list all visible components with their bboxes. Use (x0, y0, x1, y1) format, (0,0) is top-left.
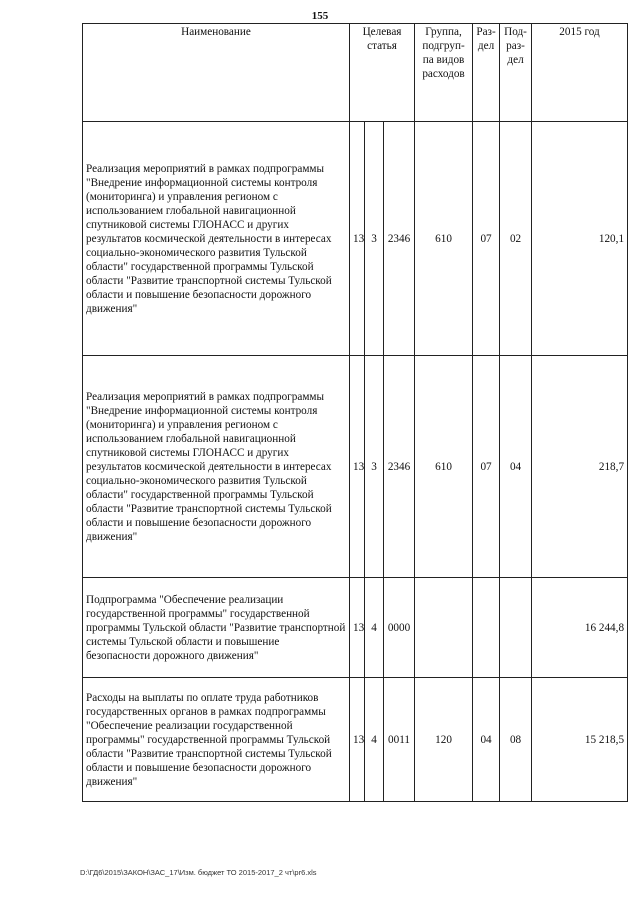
row-name: Реализация мероприятий в рамках подпрограммы "Внедрение информационной системы контроля (мониторинга) и управления регионом с использованием глобальной навигационной спутниковой системы ГЛОНАСС и других результатов космической деятельности в интересах социально-экономического развития Тульской области" государственной программы Тульской области "Развитие транспортной системы Тульской области и повышение безопасности дорожного движения" (83, 122, 350, 356)
row-name: Подпрограмма "Обеспечение реализации государственной программы" государственной программы Тульской области "Развитие транспортной системы Тульской области и повышение безопасности дорожного движения" (83, 578, 350, 678)
target-code-1: 13 (350, 356, 365, 578)
target-code-3: 0000 (384, 578, 415, 678)
target-code-1: 13 (350, 578, 365, 678)
header-subsection: Под-раз-дел (500, 24, 532, 122)
section-cell (473, 578, 500, 678)
amount-cell: 120,1 (532, 122, 628, 356)
header-year: 2015 год (532, 24, 628, 122)
section-cell: 07 (473, 356, 500, 578)
target-code-3: 2346 (384, 356, 415, 578)
target-code-3: 2346 (384, 122, 415, 356)
table-row (83, 678, 628, 802)
table-header-row (83, 24, 628, 122)
subsection-cell (500, 578, 532, 678)
amount-cell: 218,7 (532, 356, 628, 578)
expense-group-cell: 610 (415, 122, 473, 356)
subsection-cell: 08 (500, 678, 532, 802)
expense-group-cell: 120 (415, 678, 473, 802)
header-expense-group: Группа, подгруп-па видов расходов (415, 24, 473, 122)
file-path-footer: D:\ГД6\2015\ЗАКОН\ЗАС_17\Изм. бюджет ТО 2015-2017_2 чт\pr6.xls (80, 868, 317, 877)
subsection-cell: 02 (500, 122, 532, 356)
row-name: Реализация мероприятий в рамках подпрограммы "Внедрение информационной системы контроля (мониторинга) и управления регионом с использованием глобальной навигационной спутниковой системы ГЛОНАСС и других результатов космической деятельности в интересах социально-экономического развития Тульской области" государственной программы Тульской области "Развитие транспортной системы Тульской области и повышение безопасности дорожного движения" (83, 356, 350, 578)
amount-cell: 15 218,5 (532, 678, 628, 802)
target-code-1: 13 (350, 122, 365, 356)
row-name: Расходы на выплаты по оплате труда работников государственных органов в рамках подпрограммы "Обеспечение реализации государственной программы" государственной программы Тульской области "Развитие транспортной системы Тульской области и повышение безопасности дорожного движения" (83, 678, 350, 802)
section-cell: 07 (473, 122, 500, 356)
table-row (83, 356, 628, 578)
target-code-1: 13 (350, 678, 365, 802)
header-name: Наименование (83, 24, 350, 122)
target-code-2: 4 (365, 578, 384, 678)
target-code-2: 3 (365, 356, 384, 578)
target-code-2: 4 (365, 678, 384, 802)
header-section: Раз-дел (473, 24, 500, 122)
table-row (83, 578, 628, 678)
expense-group-cell: 610 (415, 356, 473, 578)
table-row (83, 122, 628, 356)
subsection-cell: 04 (500, 356, 532, 578)
amount-cell: 16 244,8 (532, 578, 628, 678)
target-code-3: 0011 (384, 678, 415, 802)
target-code-2: 3 (365, 122, 384, 356)
page-number: 155 (311, 10, 329, 22)
budget-table (82, 23, 628, 802)
expense-group-cell (415, 578, 473, 678)
header-target-article: Целевая статья (350, 24, 415, 122)
section-cell: 04 (473, 678, 500, 802)
